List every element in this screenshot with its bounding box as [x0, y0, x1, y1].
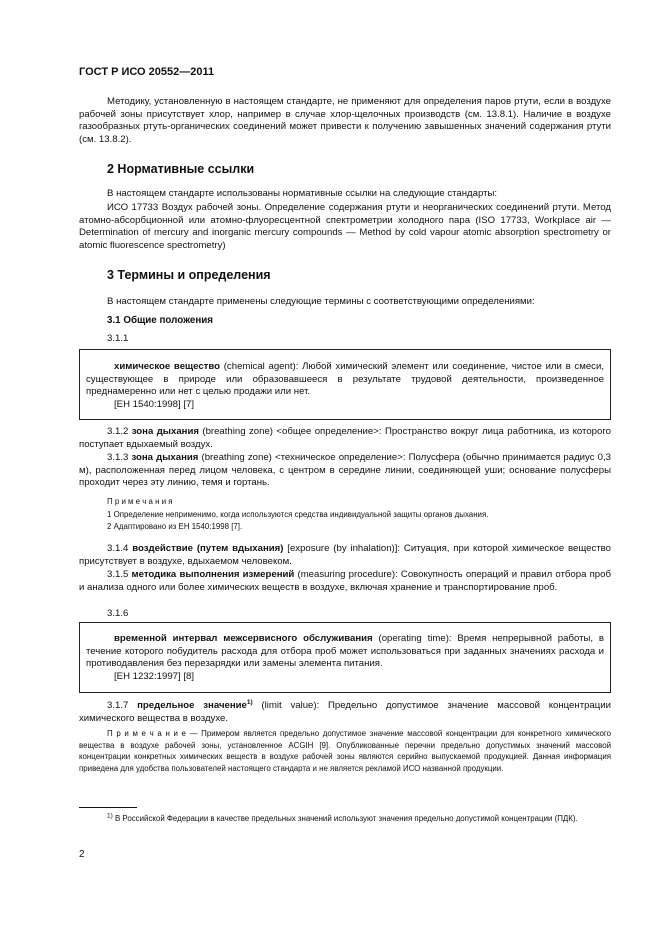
footnote — [79, 813, 611, 825]
term-operating-time: временной интервал межсервисного обслуживания — [114, 633, 373, 644]
clause-3-1-2 — [79, 426, 611, 451]
notes-title: П р и м е ч а н и я — [107, 497, 173, 506]
definition-text: (breathing zone) <техническое определение>: Полусфера (обычно принимается радиус 0,3 м), расположенная перед лицом человека, с центром в середине линии, соединяющей уши; основание полусферы проходит через эту линию, темя и гортань. — [79, 452, 611, 489]
term-breathing-zone-general: зона дыхания — [131, 426, 199, 437]
term-limit-value: предельное значение — [137, 700, 247, 711]
definition-box-operating-time — [79, 622, 611, 693]
clause-3-1-3 — [79, 452, 611, 490]
clause-3-1-4 — [79, 543, 611, 568]
clause-number: 3.1.7 — [107, 700, 138, 711]
clause-number: 3.1.3 — [107, 452, 132, 463]
definition-text: (chemical agent): Любой химический элемент или соединение, чистое или в смеси, существующее в природе или образовавшееся в результате трудовой деятельности, произведенное преднамеренно или нет с целью продажи или нет. — [86, 361, 604, 398]
note-2: 2 Адаптировано из ЕН 1540:1998 [7]. — [107, 522, 243, 531]
definition-text: (limit value): Предельно допустимое значение массовой концентрации химического вещества в воздухе. — [79, 700, 611, 724]
definition-text: (breathing zone) <общее определение>: Пространство вокруг лица работника, из которого поступает вдыхаемый воздух. — [79, 426, 611, 450]
subsection-3-1-heading: 3.1 Общие положения — [107, 315, 214, 326]
document-header: ГОСТ Р ИСО 20552—2011 — [79, 66, 215, 78]
page-number: 2 — [79, 849, 85, 860]
footnote-reference: 1) — [246, 698, 253, 706]
term-chemical-agent: химическое вещество — [114, 361, 221, 372]
clause-number: 3.1.2 — [107, 426, 132, 437]
definition-source: [ЕН 1540:1998] [7] — [114, 398, 195, 410]
term-measuring-procedure: методика выполнения измерений — [131, 569, 295, 580]
definition-text: (operating time): Время непрерывной работы, в течение которого побудитель расхода для отбора проб может использоваться при заданных значениях расхода и противодавления без перезарядки или замены элемента питания. — [86, 633, 605, 670]
footnote-mark: 1) — [107, 812, 113, 820]
definition-text: [exposure (by inhalation)]: Ситуация, при которой химическое вещество присутствует в воздухе, вдыхаемом человеком. — [79, 543, 611, 567]
definition-operating-time — [80, 633, 610, 671]
note-1: 1 Определение неприменимо, когда используются средства индивидуальной защиты органов дыхания. — [107, 510, 489, 519]
term-breathing-zone-technical: зона дыхания — [131, 452, 199, 463]
definition-source: [ЕН 1232:1997] [8] — [114, 670, 195, 682]
note-limit-value: П р и м е ч а н и е — Примером является предельно допустимое значение массовой концентрации для конкретного химического вещества в воздухе рабочей зоны, установленное ACGIH [9]. Опубликованные перечни предельно допустимых значений массовой концентрации конкретных химических веществ в воздухе рабочей зоны являются серийно выпускаемой продукцией. Данная информация приведена для удобства пользователей настоящего стандарта и не является рекламой ИСО названной продукции. — [79, 729, 611, 773]
normative-reference: ИСО 17733 Воздух рабочей зоны. Определение содержания ртути и неорганических соединений ртути. Метод атомно-абсорбционной или атомно-флуоресцентной спектрометрии холодного пара (ISO 17733, Workplace air — Determination of mercury and inorganic mercury compounds — Method by cold vapour atomic absorption spectrometry or atomic fluorescence spectrometry) — [79, 202, 611, 251]
intro-paragraph: Методику, установленную в настоящем стандарте, не применяют для определения паров ртути, если в воздухе рабочей зоны присутствует хлор, например в случае хлор-щелочных производств (см. 13.8.1). Наличие в воздухе газообразных ртуть-органических соединений может привести к получению завышенных значений содержания ртути (см. 13.8.2). — [79, 96, 611, 145]
definition-box-chemical-agent — [79, 349, 611, 420]
clause-3-1-5 — [79, 569, 611, 594]
clause-number: 3.1.4 — [107, 543, 133, 554]
section-3-intro: В настоящем стандарте применены следующие термины с соответствующими определениями: — [107, 296, 535, 307]
section-2-intro: В настоящем стандарте использованы нормативные ссылки на следующие стандарты: — [107, 188, 498, 199]
definition-chemical-agent — [80, 361, 610, 399]
footnote-text: В Российской Федерации в качестве предельных значений используют значения предельно допустимой концентрации (ПДК). — [112, 814, 578, 823]
definition-text: (measuring procedure): Совокупность операций и правил отбора проб и анализа одного или более химических веществ в воздухе, включая хранение и транспортирование проб. — [79, 569, 611, 593]
clause-3-1-6-number: 3.1.6 — [107, 608, 129, 619]
footnote-separator — [79, 807, 137, 808]
clause-3-1-1-number: 3.1.1 — [107, 333, 129, 344]
section-3-heading: 3 Термины и определения — [107, 268, 271, 282]
term-exposure: воздействие (путем вдыхания) — [132, 543, 284, 554]
clause-3-1-7 — [79, 700, 611, 725]
section-2-heading: 2 Нормативные ссылки — [107, 162, 255, 176]
clause-number: 3.1.5 — [107, 569, 132, 580]
